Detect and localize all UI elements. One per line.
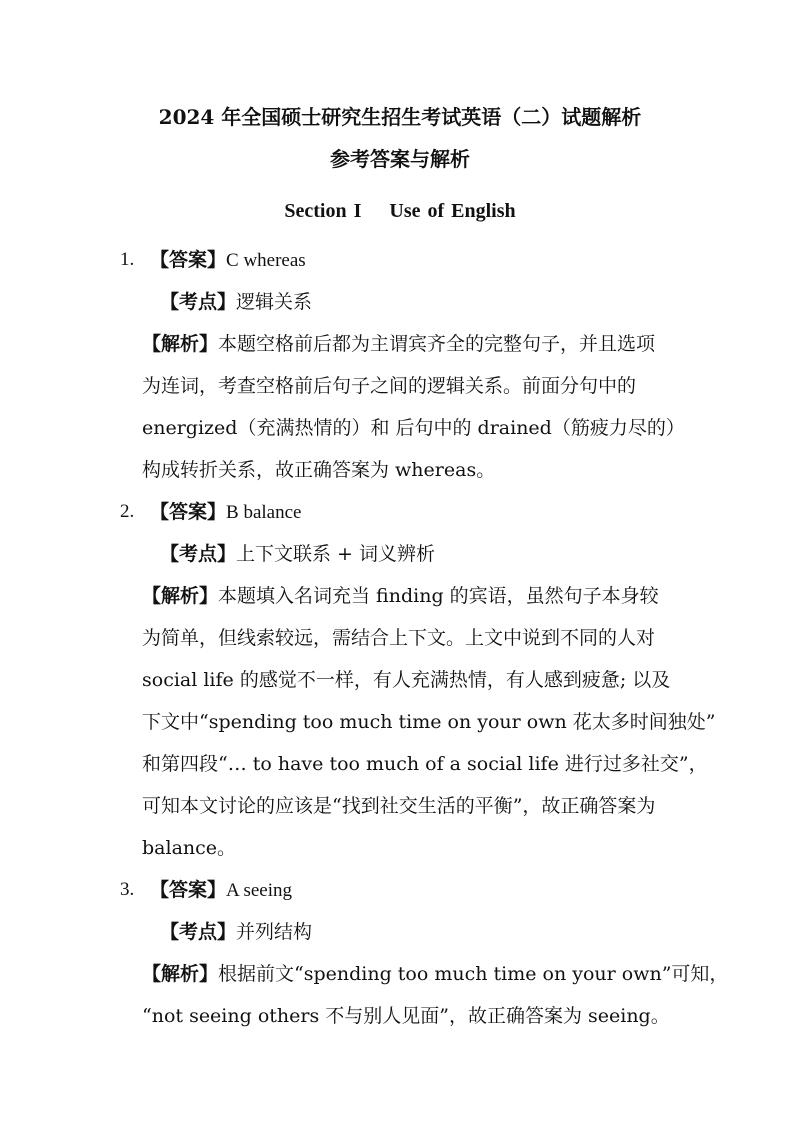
item-1-jiexi-text-2: 为连词，考查空格前后句子之间的逻辑关系。前面分句中的 [142, 375, 637, 397]
section-label: Section I [284, 200, 362, 222]
item-3-answer-label: 【答案】 [150, 879, 227, 901]
item-3-jiexi-text-2: “not seeing others 不与别人见面”，故正确答案为 seeing。 [142, 1005, 670, 1027]
item-1-jiexi-text-1: 本题空格前后都为主谓宾齐全的完整句子，并且选项 [218, 333, 656, 355]
item-2-jiexi-label: 【解析】 [142, 585, 219, 607]
item-3-kaodian-label: 【考点】 [160, 921, 237, 943]
item-2-jiexi-text-3: social life 的感觉不一样，有人充满热情，有人感到疲惫; 以及 [142, 669, 671, 691]
item-2-jiexi-text-2: 为简单，但线索较远，需结合上下文。上文中说到不同的人对 [142, 627, 656, 649]
item-3-jiexi-label: 【解析】 [142, 963, 219, 985]
item-3-number: 3. [120, 879, 135, 900]
item-2-kaodian: 上下文联系 + 词义辨析 [236, 543, 436, 565]
document-title: 2024 年全国硕士研究生招生考试英语（二）试题解析 [158, 105, 642, 129]
item-2-answer: B balance [226, 502, 302, 523]
item-1-answer-label: 【答案】 [150, 249, 227, 271]
document-subtitle: 参考答案与解析 [330, 147, 470, 171]
item-2-jiexi-text-5: 和第四段“… to have too much of a social life 进行过多社交”， [142, 753, 708, 775]
item-2-jiexi-text-7: balance。 [142, 837, 237, 859]
item-1-jiexi-text-4: 构成转折关系，故正确答案为 whereas。 [142, 459, 496, 481]
section-heading [0, 198, 800, 224]
item-1-number: 1. [120, 249, 135, 270]
item-1-jiexi-label: 【解析】 [142, 333, 219, 355]
item-2-number: 2. [120, 501, 135, 522]
section-name: Use of English [389, 200, 516, 222]
item-2-kaodian-label: 【考点】 [160, 543, 237, 565]
item-2-jiexi-text-6: 可知本文讨论的应该是“找到社交生活的平衡”，故正确答案为 [142, 795, 656, 817]
item-3-kaodian: 并列结构 [236, 921, 313, 943]
item-1-kaodian-label: 【考点】 [160, 291, 237, 313]
item-1-kaodian: 逻辑关系 [236, 291, 313, 313]
item-2-jiexi-text-1: 本题填入名词充当 finding 的宾语，虽然句子本身较 [218, 585, 659, 607]
item-3-jiexi-text-1: 根据前文“spending too much time on your own”可知， [218, 963, 729, 985]
item-2-answer-label: 【答案】 [150, 501, 227, 523]
item-3-answer: A seeing [226, 880, 292, 901]
item-1-jiexi-text-3: energized（充满热情的）和 后句中的 drained（筋疲力尽的） [142, 417, 685, 439]
item-1-answer: C whereas [226, 250, 306, 271]
item-2-jiexi-text-4: 下文中“spending too much time on your own 花太多时间独处” [142, 711, 716, 733]
